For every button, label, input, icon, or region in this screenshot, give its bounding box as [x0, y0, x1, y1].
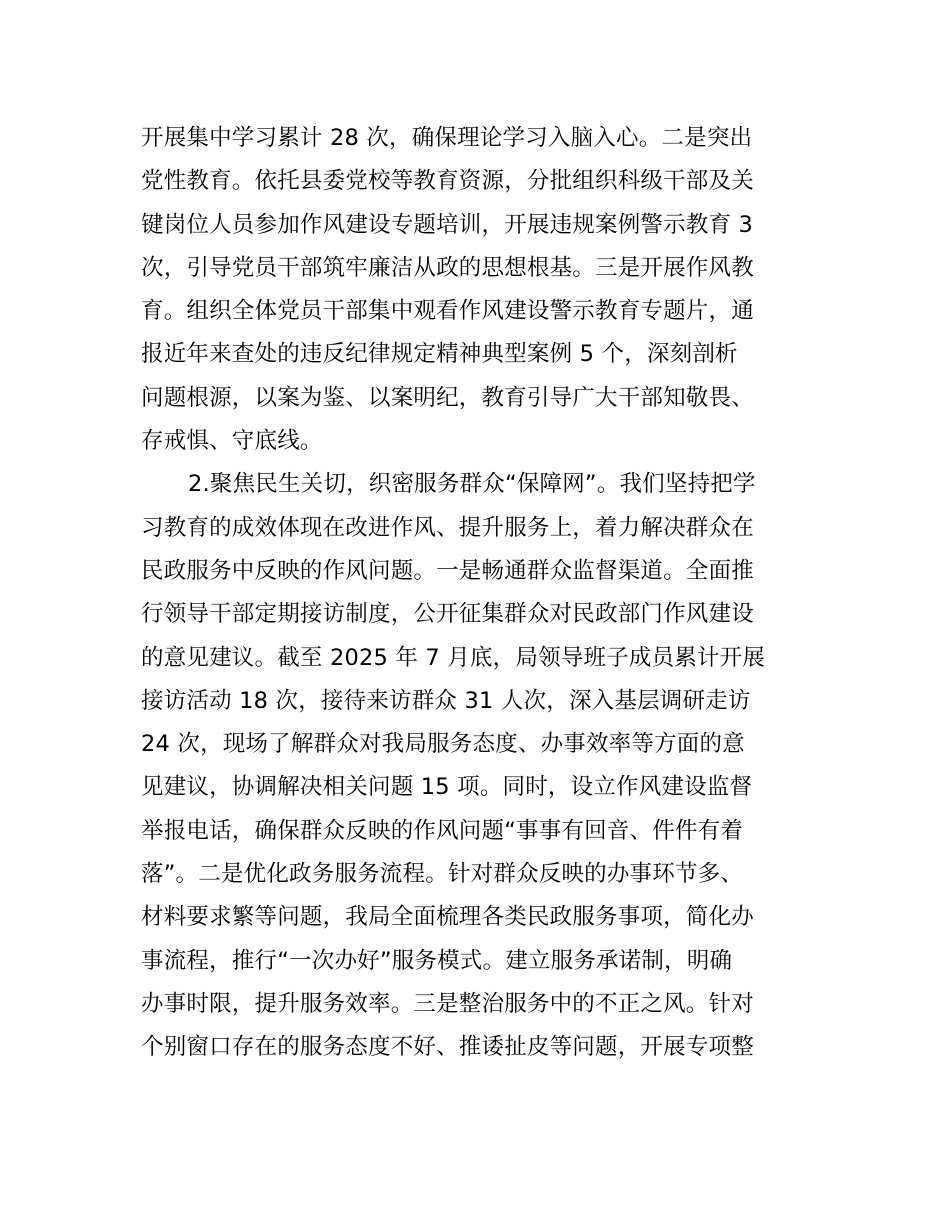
text-line: 落”。二是优化政务服务流程。针对群众反映的办事环节多、: [141, 861, 744, 888]
text-line: 存戒惧、守底线。: [141, 428, 323, 455]
text-line: 开展集中学习累计 28 次，确保理论学习入脑入心。二是突出: [141, 125, 753, 151]
text-line: 事流程，推行“一次办好”服务模式。建立服务承诺制，明确: [141, 947, 733, 974]
text-line: 民政服务中反映的作风问题。一是畅通群众监督渠道。全面推: [141, 557, 754, 584]
text-line: 问题根源，以案为鉴、以案明纪，教育引导广大干部知敬畏、: [141, 384, 754, 411]
text-line: 习教育的成效体现在改进作风、提升服务上，着力解决群众在: [141, 514, 754, 541]
text-line: 个别窗口存在的服务态度不好、推诿扯皮等问题，开展专项整: [141, 1034, 754, 1061]
text-line: 行领导干部定期接访制度，公开征集群众对民政部门作风建设: [141, 601, 754, 628]
text-line: 材料要求繁等问题，我局全面梳理各类民政服务事项，简化办: [141, 904, 754, 931]
text-line: 见建议，协调解决相关问题 15 项。同时，设立作风建设监督: [141, 774, 753, 801]
body-text: [141, 117, 821, 1070]
text-line: 24 次，现场了解群众对我局服务态度、办事效率等方面的意: [141, 731, 745, 758]
text-line: 举报电话，确保群众反映的作风问题“事事有回音、件件有着: [141, 817, 744, 844]
text-line: 的意见建议。截至 2025 年 7 月底，局领导班子成员累计开展: [141, 644, 766, 671]
paragraph-heading-line: 2.聚焦民生关切，织密服务群众“保障网”。我们坚持把学: [188, 471, 756, 498]
text-line: 育。组织全体党员干部集中观看作风建设警示教育专题片，通: [141, 298, 754, 325]
text-line: 办事时限，提升服务效率。三是整治服务中的不正之风。针对: [141, 990, 754, 1017]
text-line: 键岗位人员参加作风建设专题培训，开展违规案例警示教育 3: [141, 211, 754, 238]
text-line: 接访活动 18 次，接待来访群众 31 人次，深入基层调研走访: [141, 687, 751, 714]
text-line: 党性教育。依托县委党校等教育资源，分批组织科级干部及关: [141, 168, 754, 195]
text-line: 次，引导党员干部筑牢廉洁从政的思想根基。三是开展作风教: [141, 254, 754, 281]
text-line: 报近年来查处的违反纪律规定精神典型案例 5 个，深刻剖析: [141, 341, 738, 368]
